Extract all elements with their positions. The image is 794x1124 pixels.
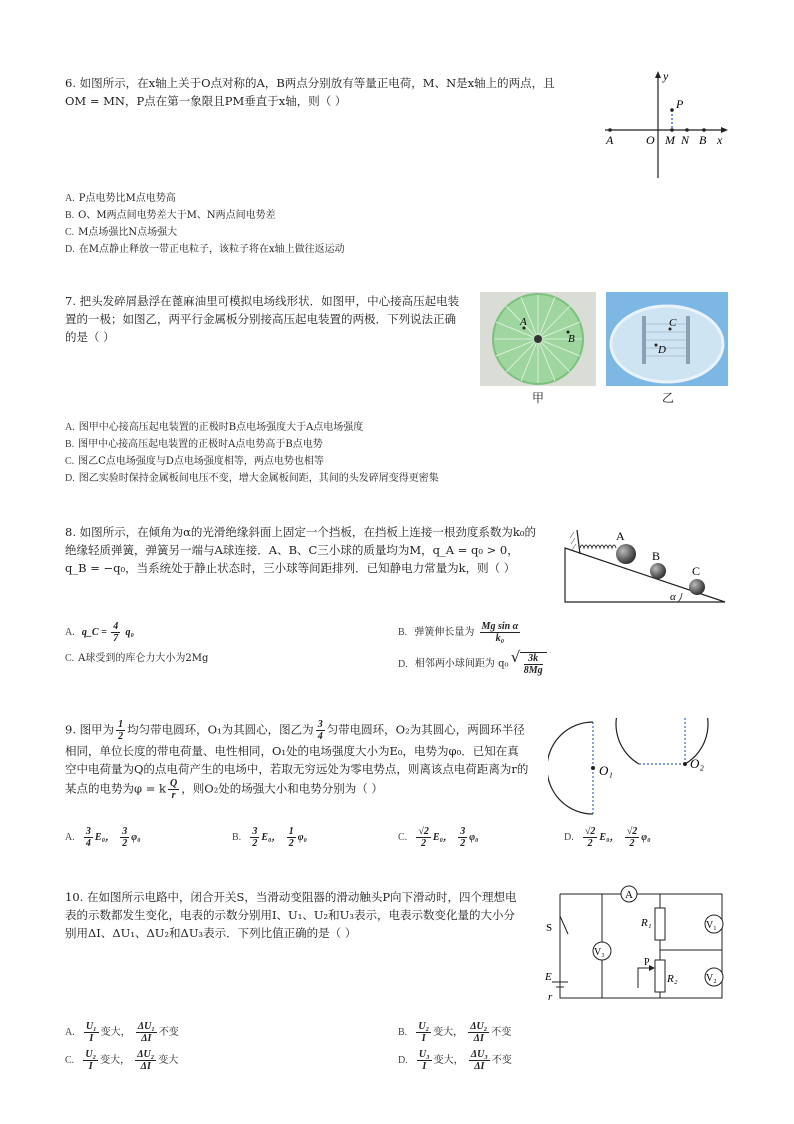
q10-label-v2: V₂ bbox=[706, 973, 717, 984]
q9-option-c-n2: 3 bbox=[460, 826, 466, 837]
q10-option-b-frac1 bbox=[416, 1021, 431, 1044]
q8-option-a-num: 4 bbox=[113, 621, 119, 632]
q9-stem-line1 bbox=[65, 719, 545, 742]
q9-option-d-frac1 bbox=[583, 826, 598, 849]
q8-option-a-fraction bbox=[111, 621, 120, 644]
q9-option-a-u1: E₀， bbox=[94, 832, 116, 843]
q10-option-c-n2: ΔU₂ bbox=[137, 1049, 155, 1060]
q9-stem-frac3-num: Q bbox=[169, 778, 178, 789]
q9-option-a-n1: 3 bbox=[85, 826, 91, 837]
q9-option-b-n1: 3 bbox=[252, 826, 258, 837]
q10-label-r: r bbox=[548, 991, 553, 1003]
q8-stem-line1: 8. 如图所示，在倾角为α的光滑绝缘斜面上固定一个挡板，在挡板上连接一根劲度系数为k₀的 bbox=[65, 525, 536, 539]
q7-option-d[interactable] bbox=[65, 471, 439, 486]
q10-option-c-n1: U₂ bbox=[85, 1049, 97, 1060]
q10-label-s: S bbox=[546, 922, 553, 934]
q9-stem-4b: ，则O₂处的场强大小和电势分别为（ ） bbox=[181, 781, 383, 796]
q8-option-a-key: A. bbox=[65, 627, 75, 638]
q10-option-c-d2: ΔI bbox=[140, 1061, 151, 1072]
q6-stem bbox=[65, 74, 585, 110]
q6-option-d-text: 在M点静止释放一带正电粒子，该粒子将在x轴上做往返运动 bbox=[78, 244, 345, 255]
q10-option-d[interactable] bbox=[398, 1049, 512, 1072]
q7-option-b[interactable] bbox=[65, 437, 323, 452]
q9-label-o1: O₁ bbox=[599, 763, 613, 778]
q7-option-a-text: 图甲中心接高压起电装置的正极时B点电场强度大于A点电场强度 bbox=[78, 422, 364, 433]
q7-caption-yi: 乙 bbox=[662, 391, 675, 405]
q10-option-c-key: C. bbox=[65, 1055, 75, 1066]
q6-stem-line1: 6. 如图所示，在x轴上关于O点对称的A，B两点分别放有等量正电荷，M、N是x轴上的两点，且 bbox=[65, 76, 555, 90]
q10-option-a-frac1 bbox=[84, 1021, 99, 1044]
q7-photo-yi bbox=[606, 292, 728, 386]
q10-label-p: P bbox=[644, 957, 650, 968]
q10-option-b-d2: ΔI bbox=[473, 1033, 484, 1044]
q10-option-a-d2: ΔI bbox=[141, 1033, 152, 1044]
q8-label-alpha: α bbox=[670, 591, 676, 603]
q10-stem-line3: 别用ΔI、ΔU₁、ΔU₂和ΔU₃表示．下列比值正确的是（ ） bbox=[65, 926, 357, 940]
q10-option-c-t1: 变大， bbox=[100, 1055, 131, 1066]
q8-option-a-rhs: q₀ bbox=[125, 627, 134, 638]
q8-option-c-text: A球受到的库仑力大小为2Mg bbox=[78, 653, 209, 664]
q7-option-c-text: 图乙C点电场强度与D点电场强度相等，两点电势也相等 bbox=[78, 456, 324, 467]
q8-option-b[interactable] bbox=[398, 621, 522, 644]
q7-stem-line2: 置的一极；如图乙，两平行金属板分别接高压起电装置的两极．下列说法正确 bbox=[65, 312, 456, 326]
q6-stem-line2: OM = MN，P点在第一象限且PM垂直于x轴，则（ ） bbox=[65, 94, 347, 108]
q10-option-d-d1: I bbox=[422, 1061, 427, 1072]
q6-option-a[interactable] bbox=[65, 191, 176, 206]
q7-photo-jia bbox=[480, 292, 596, 386]
q10-option-c-t2: 变大 bbox=[158, 1055, 179, 1066]
q9-stem-frac1-num: 1 bbox=[118, 719, 124, 730]
q10-option-d-t1: 变大， bbox=[433, 1055, 464, 1066]
q9-option-a-frac2 bbox=[120, 826, 129, 849]
q9-option-d-n1: √2 bbox=[584, 826, 596, 837]
q10-option-d-frac2 bbox=[469, 1049, 490, 1072]
q7-photo-label-c: C bbox=[669, 317, 677, 329]
q6-label-y: y bbox=[663, 69, 669, 83]
q6-option-c[interactable] bbox=[65, 225, 177, 240]
q10-option-b-frac2 bbox=[468, 1021, 489, 1044]
q6-figure bbox=[600, 66, 730, 182]
q6-option-a-key: A. bbox=[65, 193, 75, 204]
q9-option-a-key: A. bbox=[65, 832, 75, 843]
q9-stem-frac2 bbox=[316, 719, 325, 742]
q10-option-b-t2: 不变 bbox=[491, 1027, 512, 1038]
q6-label-o: O bbox=[646, 133, 655, 147]
q8-option-c-key: C. bbox=[65, 653, 75, 664]
q8-label-c: C bbox=[692, 564, 701, 578]
q9-option-c-u1: E₀， bbox=[432, 832, 454, 843]
q8-option-d-fraction bbox=[524, 653, 543, 676]
q9-option-b-frac2 bbox=[287, 826, 296, 849]
q10-option-c[interactable] bbox=[65, 1049, 178, 1072]
q9-figure bbox=[548, 718, 748, 822]
q10-stem-line1: 10. 在如图所示电路中，闭合开关S，当滑动变阻器的滑动触头P向下滑动时，四个理想电 bbox=[65, 890, 517, 904]
q7-option-b-key: B. bbox=[65, 439, 75, 450]
q8-option-d-sqrt bbox=[520, 652, 547, 676]
q8-figure bbox=[560, 518, 730, 606]
q9-stem-1a: 9. 图甲为 bbox=[65, 722, 115, 737]
q10-option-b-n2: ΔU₂ bbox=[470, 1021, 488, 1032]
q10-option-d-t2: 不变 bbox=[491, 1055, 512, 1066]
q9-stem-frac3-den: r bbox=[171, 790, 176, 801]
q6-label-a: A bbox=[606, 133, 614, 147]
q8-option-d-text: 相邻两小球间距为 q₀ bbox=[414, 658, 509, 670]
q10-option-b-key: B. bbox=[398, 1027, 408, 1038]
q8-option-a[interactable] bbox=[65, 621, 134, 644]
q10-label-v1: V₁ bbox=[706, 920, 717, 931]
q6-option-c-key: C. bbox=[65, 227, 75, 238]
q8-option-d-den: 8Mg bbox=[523, 665, 543, 676]
q9-option-d-n2: √2 bbox=[626, 826, 638, 837]
q8-option-b-num: Mg sin α bbox=[481, 621, 519, 632]
q9-stem-1b: 均匀带电圆环，O₁为其圆心，图乙为 bbox=[127, 722, 314, 737]
q9-option-b-u2: φ₀ bbox=[297, 832, 308, 843]
q10-label-v3: V₃ bbox=[594, 947, 605, 958]
q6-option-d[interactable] bbox=[65, 242, 345, 257]
q9-option-a-d1: 4 bbox=[85, 838, 91, 849]
q9-option-d-frac2 bbox=[625, 826, 640, 849]
q8-option-b-den: k₀ bbox=[495, 633, 505, 644]
q8-option-a-den: 7 bbox=[113, 633, 119, 644]
q9-stem-frac2-den: 4 bbox=[317, 731, 323, 742]
q10-option-b-n1: U₂ bbox=[418, 1021, 430, 1032]
q7-option-b-text: 图甲中心接高压起电装置的正极时A点电势高于B点电势 bbox=[78, 439, 323, 450]
q7-option-a-key: A. bbox=[65, 422, 75, 433]
q9-stem-line4 bbox=[65, 778, 545, 801]
q6-option-b[interactable] bbox=[65, 208, 276, 223]
q10-figure bbox=[540, 884, 740, 1008]
q7-photo-label-d: D bbox=[658, 344, 666, 356]
q9-stem-line2: 相同，单位长度的带电荷量、电性相同，O₁处的电场强度大小为E₀，电势为φ₀．已知在真 bbox=[65, 744, 519, 758]
q10-option-a-n1: U₁ bbox=[85, 1021, 97, 1032]
q7-option-c[interactable] bbox=[65, 454, 324, 469]
q10-option-a-d1: I bbox=[89, 1033, 94, 1044]
q9-option-b-frac1 bbox=[250, 826, 259, 849]
q9-option-c-u2: φ₀ bbox=[469, 832, 479, 843]
q10-option-a-key: A. bbox=[65, 1027, 75, 1038]
q9-option-a-u2: φ₀ bbox=[131, 832, 141, 843]
q9-stem-4a: 某点的电势为φ = k bbox=[65, 781, 166, 796]
q10-label-r1: R₁ bbox=[641, 917, 652, 929]
q9-option-c-d1: 2 bbox=[421, 838, 427, 849]
q9-option-d-d2: 2 bbox=[629, 838, 635, 849]
q9-option-d-key: D. bbox=[564, 832, 574, 843]
q10-option-b-d1: I bbox=[421, 1033, 426, 1044]
q9-option-c-frac2 bbox=[458, 826, 467, 849]
q9-option-b-d2: 2 bbox=[288, 838, 294, 849]
q7-stem bbox=[65, 292, 475, 346]
q6-option-b-key: B. bbox=[65, 210, 75, 221]
q7-option-c-key: C. bbox=[65, 456, 75, 467]
q10-option-b[interactable] bbox=[398, 1021, 511, 1044]
q9-stem-frac1-den: 2 bbox=[118, 731, 124, 742]
q8-stem-line2: 绝缘轻质弹簧，弹簧另一端与A球连接．A、B、C三小球的质量均为M，q_A = q₀ > 0， bbox=[65, 543, 519, 557]
q9-option-d-u2: φ₀ bbox=[641, 832, 651, 843]
q7-option-a[interactable] bbox=[65, 420, 363, 435]
q9-option-b-u1: E₀， bbox=[261, 832, 282, 843]
q8-label-b: B bbox=[652, 549, 661, 563]
q10-stem bbox=[65, 888, 545, 942]
q8-option-d-num: √ 3k bbox=[524, 653, 543, 665]
q9-option-b-n2: 1 bbox=[288, 826, 294, 837]
q9-stem-frac2-num: 3 bbox=[317, 719, 323, 730]
q10-option-d-n2: ΔU₃ bbox=[470, 1049, 488, 1060]
q9-option-b-d1: 2 bbox=[252, 838, 258, 849]
q6-option-b-text: O、M两点间电势差大于M、N两点间电势差 bbox=[78, 210, 276, 221]
q7-caption-jia: 甲 bbox=[532, 391, 545, 405]
q7-photo-label-b: B bbox=[568, 333, 575, 345]
q9-option-a-frac1 bbox=[84, 826, 93, 849]
q9-stem-frac3 bbox=[168, 778, 179, 801]
q9-option-c-frac1 bbox=[416, 826, 431, 849]
q8-option-d[interactable] bbox=[398, 652, 547, 676]
q10-stem-line2: 表的示数都发生变化，电表的示数分别用I、U₁、U₂和U₃表示，电表示数变化量的大小分 bbox=[65, 908, 515, 922]
q6-option-a-text: P点电势比M点电势高 bbox=[78, 193, 176, 204]
q9-option-d-u1: E₀， bbox=[599, 832, 620, 843]
q10-option-a-n2: ΔU₁ bbox=[137, 1021, 155, 1032]
q10-option-c-frac2 bbox=[135, 1049, 156, 1072]
q9-option-a-n2: 3 bbox=[122, 826, 128, 837]
q10-option-a-t1: 变大， bbox=[100, 1027, 131, 1038]
q7-option-d-text: 图乙实验时保持金属板间电压不变，增大金属板间距，其间的头发碎屑变得更密集 bbox=[78, 473, 439, 484]
q10-option-b-t1: 变大， bbox=[433, 1027, 464, 1038]
q10-option-a-frac2 bbox=[136, 1021, 157, 1044]
q9-option-c-d2: 2 bbox=[460, 838, 466, 849]
q9-option-a-d2: 2 bbox=[122, 838, 128, 849]
q7-stem-line3: 的是（ ） bbox=[65, 330, 115, 344]
q6-label-p: P bbox=[676, 97, 684, 111]
q6-option-c-text: M点场强比N点场强大 bbox=[78, 227, 178, 238]
q7-stem-line1: 7. 把头发碎屑悬浮在蓖麻油里可模拟电场线形状．如图甲，中心接高压起电装 bbox=[65, 294, 460, 308]
q8-option-b-key: B. bbox=[398, 627, 408, 638]
q9-option-c-key: C. bbox=[398, 832, 408, 843]
q9-option-d[interactable] bbox=[564, 826, 651, 849]
q10-option-d-n1: U₃ bbox=[418, 1049, 430, 1060]
q10-option-d-frac1 bbox=[417, 1049, 432, 1072]
q8-option-b-fraction bbox=[480, 621, 521, 644]
q10-option-a[interactable] bbox=[65, 1021, 179, 1044]
q6-label-n: N bbox=[681, 133, 690, 147]
q9-option-a[interactable] bbox=[65, 826, 141, 849]
q10-label-e: E bbox=[545, 971, 552, 983]
q9-option-b[interactable] bbox=[232, 826, 307, 849]
q10-label-ammeter: A bbox=[625, 889, 633, 901]
q6-option-d-key: D. bbox=[65, 244, 75, 255]
q9-stem-frac1 bbox=[116, 719, 125, 742]
q8-stem-line3: q_B = −q₀，当系统处于静止状态时，三小球等间距排列．已知静电力常量为k，则（ ） bbox=[65, 561, 516, 575]
q8-option-a-lhs: q_C = bbox=[81, 627, 110, 638]
q9-option-d-d1: 2 bbox=[587, 838, 593, 849]
q8-stem bbox=[65, 523, 565, 577]
q8-option-b-text: 弹簧伸长量为 bbox=[414, 627, 475, 638]
q9-stem-1c: 匀带电圆环，O₂为其圆心，两圆环半径 bbox=[326, 722, 525, 737]
q9-option-c[interactable] bbox=[398, 826, 479, 849]
q8-label-a: A bbox=[616, 529, 625, 543]
q9-label-o2: O₂ bbox=[690, 756, 704, 771]
q9-option-b-key: B. bbox=[232, 832, 242, 843]
q9-option-c-n1: √2 bbox=[418, 826, 429, 837]
q6-label-x: x bbox=[717, 133, 723, 147]
q8-option-d-key: D. bbox=[398, 658, 408, 670]
q6-label-m: M bbox=[665, 133, 675, 147]
q10-option-c-d1: I bbox=[88, 1061, 93, 1072]
q6-label-b: B bbox=[699, 133, 707, 147]
q9-stem-line3: 空中电荷量为Q的点电荷产生的电场中，若取无穷远处为零电势点，则离该点电荷距离为r的 bbox=[65, 762, 529, 776]
q9-stem bbox=[65, 719, 545, 801]
q8-option-c[interactable] bbox=[65, 651, 208, 666]
q10-option-a-t2: 不变 bbox=[158, 1027, 179, 1038]
q7-photo-label-a: A bbox=[520, 316, 527, 328]
q10-option-d-key: D. bbox=[398, 1055, 408, 1066]
q10-option-d-d2: ΔI bbox=[474, 1061, 485, 1072]
q10-label-r2: R₂ bbox=[667, 973, 678, 985]
q10-option-c-frac1 bbox=[83, 1049, 98, 1072]
q7-option-d-key: D. bbox=[65, 473, 75, 484]
